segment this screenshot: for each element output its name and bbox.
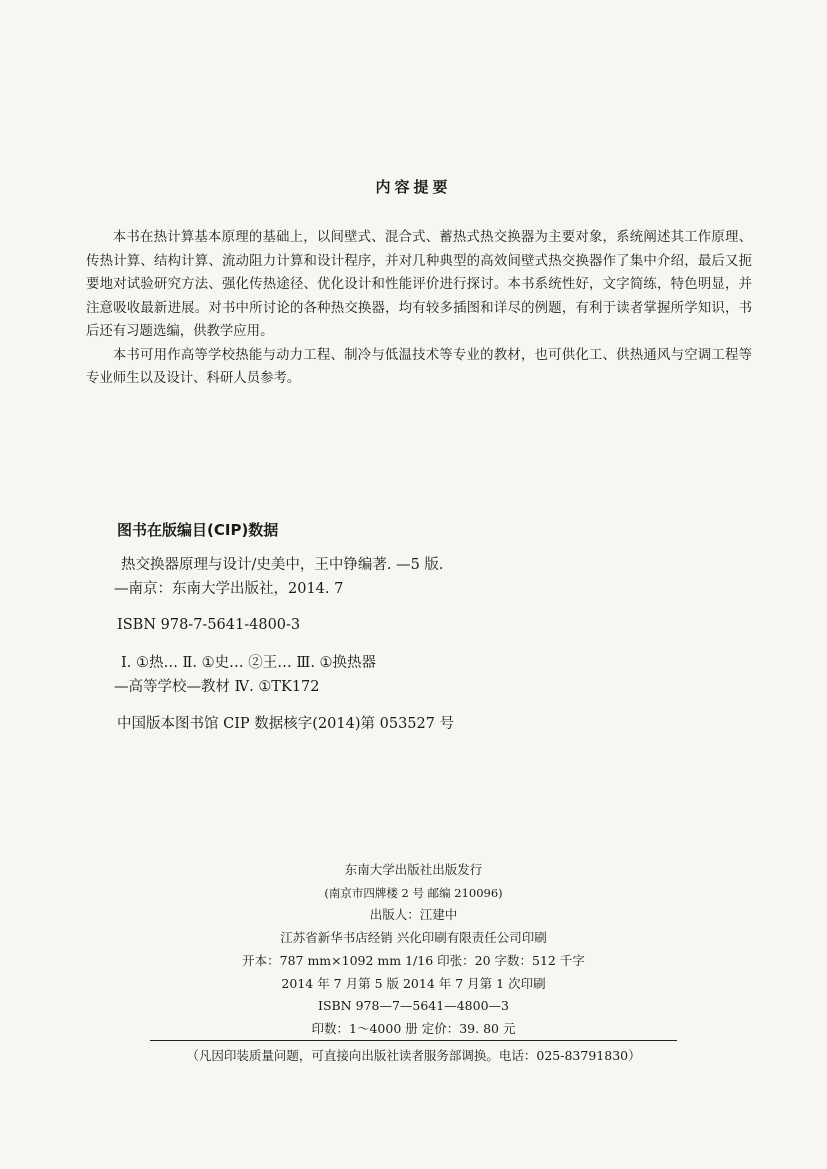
cip-subjects-block	[114, 651, 537, 699]
summary-body	[86, 226, 752, 391]
colophon-address: (南京市四牌楼 2 号 邮编 210096)	[324, 885, 503, 900]
colophon-publisher: 东南大学出版社出版发行	[344, 862, 483, 877]
summary-paragraph-2: 本书可用作高等学校热能与动力工程、制冷与低温技术等专业的教材，也可供化工、供热通风与空调工程等专业师生以及设计、科研人员参考。	[86, 347, 752, 386]
summary-title: 内容提要	[375, 178, 452, 196]
cip-subjects-line-1: Ⅰ. ①热… Ⅱ. ①史… ②王… Ⅲ. ①换热器	[121, 655, 377, 671]
cip-title-block	[114, 553, 537, 601]
cip-isbn-block	[117, 613, 537, 637]
cip-isbn: ISBN 978-7-5641-4800-3	[117, 617, 301, 633]
service-note: （凡因印装质量问题，可直接向出版社读者服务部调换。电话：025-83791830）	[186, 1048, 641, 1063]
colophon	[200, 859, 627, 1041]
cip-heading: 图书在版编目(CIP)数据	[117, 521, 279, 539]
cip-title-line-2: —南京：东南大学出版社，2014. 7	[114, 581, 344, 597]
colophon-format: 开本：787 mm×1092 mm 1/16 印张：20 字数：512 千字	[242, 952, 585, 968]
cip-title-line-1: 热交换器原理与设计/史美中，王中铮编著. —5 版.	[121, 557, 444, 573]
colophon-publisher-person: 出版人：江建中	[369, 907, 458, 923]
colophon-isbn: ISBN 978—7—5641—4800—3	[318, 998, 509, 1014]
cip-verification: 中国版本图书馆 CIP 数据核字(2014)第 053527 号	[117, 716, 455, 732]
cip-verification-block	[117, 712, 537, 736]
colophon-printing: 江苏省新华书店经销 兴化印刷有限责任公司印刷	[280, 930, 547, 946]
colophon-print-run-price: 印数：1～4000 册 定价：39. 80 元	[311, 1020, 516, 1036]
colophon-edition: 2014 年 7 月第 5 版 2014 年 7 月第 1 次印刷	[281, 975, 546, 991]
cip-subjects-line-2: —高等学校—教材 Ⅳ. ①TK172	[114, 679, 320, 695]
summary-paragraph-1: 本书在热计算基本原理的基础上，以间壁式、混合式、蓄热式热交换器为主要对象，系统阐述其工作原理、传热计算、结构计算、流动阻力计算和设计程序，并对几种典型的高效间壁式热交换器作了集中介绍，最后又扼要地对试验研究方法、强化传热途径、优化设计和性能评价进行探讨。本书系统性好，文字简练，特色明显，并注意吸收最新进展。对书中所讨论的各种热交换器，均有较多插图和详尽的例题，有利于读者掌握所学知识，书后还有习题选编，供教学应用。	[86, 230, 752, 339]
divider-rule	[150, 1040, 677, 1041]
